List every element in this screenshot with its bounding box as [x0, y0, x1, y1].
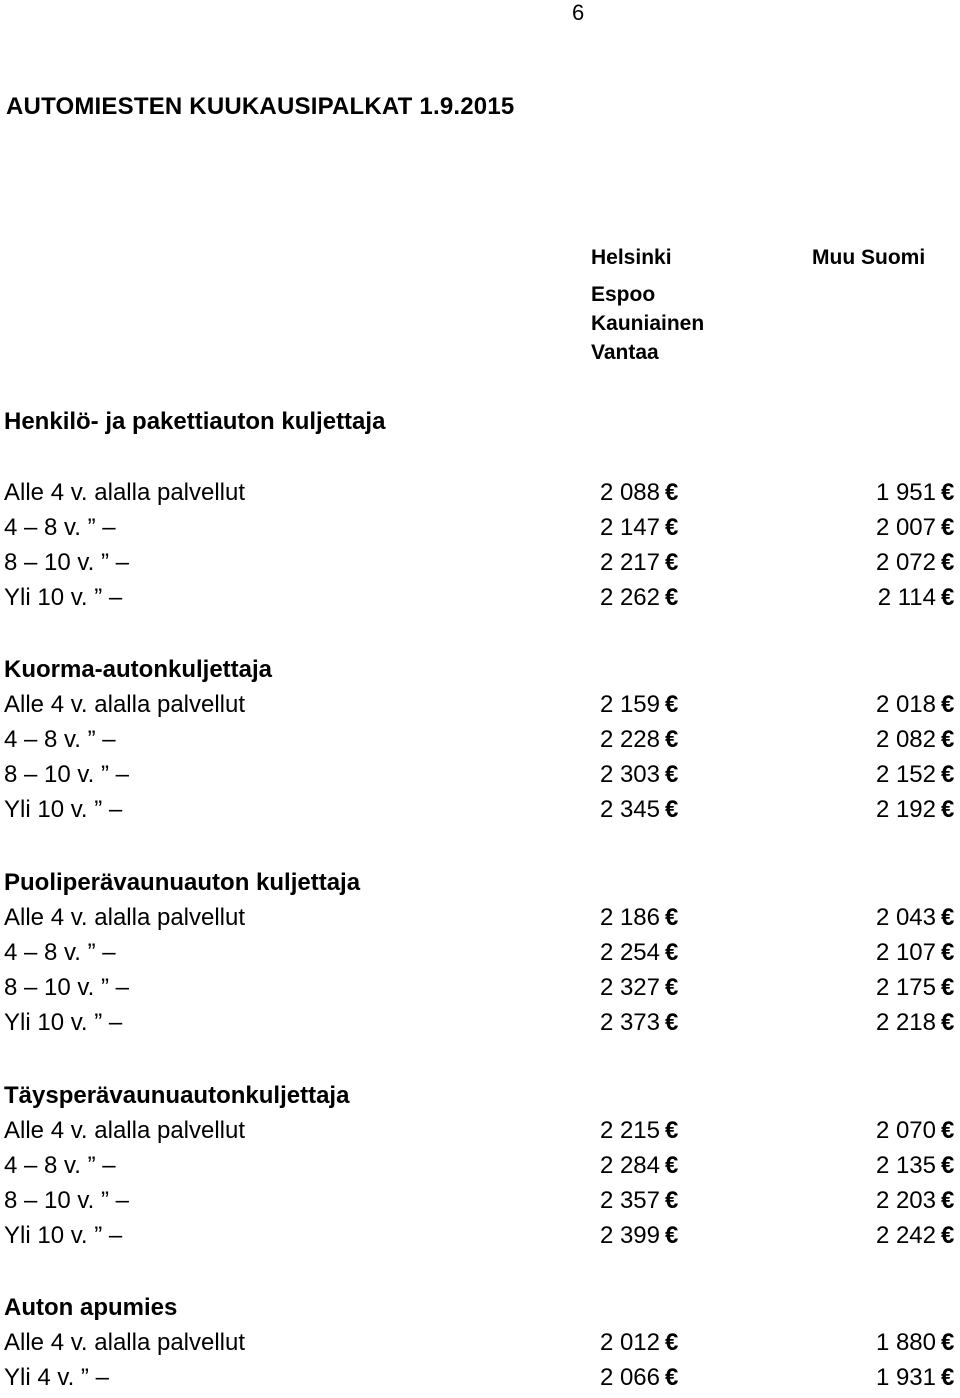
salary-helsinki-region: 2 373: [599, 1009, 660, 1036]
section-heading: Täysperävaunuautonkuljettaja: [4, 1082, 350, 1109]
table-row: [0, 1328, 960, 1363]
salary-muu-suomi: 2 007: [875, 514, 936, 541]
euro-icon: €: [665, 904, 679, 931]
salary-muu-suomi: 2 152: [875, 761, 936, 788]
euro-icon: €: [941, 761, 955, 788]
salary-muu-suomi: 1 880: [875, 1329, 936, 1356]
table-row: [0, 1221, 960, 1256]
salary-muu-suomi: 1 931: [875, 1364, 936, 1391]
salary-muu-suomi: 2 218: [875, 1009, 936, 1036]
table-row: [0, 973, 960, 1008]
euro-icon: €: [665, 479, 679, 506]
euro-icon: €: [941, 514, 955, 541]
salary-muu-suomi: 2 107: [875, 939, 936, 966]
row-label: Yli 10 v. ” –: [4, 1009, 123, 1036]
euro-icon: €: [665, 549, 679, 576]
row-label: 8 – 10 v. ” –: [4, 549, 129, 576]
salary-helsinki-region: 2 012: [599, 1329, 660, 1356]
euro-icon: €: [941, 691, 955, 718]
euro-icon: €: [941, 726, 955, 753]
row-label: 8 – 10 v. ” –: [4, 974, 129, 1001]
row-label: Yli 10 v. ” –: [4, 584, 123, 611]
salary-helsinki-region: 2 284: [599, 1152, 660, 1179]
salary-muu-suomi: 2 043: [875, 904, 936, 931]
euro-icon: €: [941, 1329, 955, 1356]
row-label: Yli 10 v. ” –: [4, 796, 123, 823]
euro-icon: €: [665, 726, 679, 753]
table-row: [0, 478, 960, 513]
table-row: [0, 548, 960, 583]
euro-icon: €: [941, 1222, 955, 1249]
euro-icon: €: [665, 1117, 679, 1144]
table-row: [0, 583, 960, 618]
salary-helsinki-region: 2 186: [599, 904, 660, 931]
salary-helsinki-region: 2 088: [599, 479, 660, 506]
row-label: 8 – 10 v. ” –: [4, 1187, 129, 1214]
euro-icon: €: [665, 1152, 679, 1179]
euro-icon: €: [665, 1222, 679, 1249]
row-label: Alle 4 v. alalla palvellut: [4, 691, 246, 718]
euro-icon: €: [941, 939, 955, 966]
table-row: [0, 690, 960, 725]
euro-icon: €: [941, 1364, 955, 1391]
row-label: Yli 10 v. ” –: [4, 1222, 123, 1249]
euro-icon: €: [665, 584, 679, 611]
salary-muu-suomi: 2 082: [875, 726, 936, 753]
euro-icon: €: [941, 584, 955, 611]
row-label: 4 – 8 v. ” –: [4, 939, 116, 966]
row-label: Alle 4 v. alalla palvellut: [4, 904, 246, 931]
section-heading: Henkilö- ja pakettiauton kuljettaja: [4, 408, 386, 435]
euro-icon: €: [941, 479, 955, 506]
table-row: [0, 1186, 960, 1221]
table-row: [0, 725, 960, 760]
section-heading: Auton apumies: [4, 1294, 178, 1321]
salary-helsinki-region: 2 357: [599, 1187, 660, 1214]
euro-icon: €: [941, 549, 955, 576]
salary-helsinki-region: 2 066: [599, 1364, 660, 1391]
salary-muu-suomi: 2 070: [875, 1117, 936, 1144]
column-header-helsinki-region: [591, 243, 704, 367]
row-label: 4 – 8 v. ” –: [4, 726, 116, 753]
euro-icon: €: [665, 514, 679, 541]
euro-icon: €: [941, 904, 955, 931]
table-row: [0, 1008, 960, 1043]
euro-icon: €: [665, 939, 679, 966]
salary-muu-suomi: 1 951: [875, 479, 936, 506]
row-label: Yli 4 v. ” –: [4, 1364, 109, 1391]
column-header-line: Vantaa: [591, 341, 659, 364]
section-heading: Puoliperävaunuauton kuljettaja: [4, 869, 361, 896]
euro-icon: €: [665, 761, 679, 788]
row-label: Alle 4 v. alalla palvellut: [4, 1329, 246, 1356]
row-label: 4 – 8 v. ” –: [4, 514, 116, 541]
section-heading: Kuorma-autonkuljettaja: [4, 656, 273, 683]
euro-icon: €: [665, 974, 679, 1001]
salary-muu-suomi: 2 192: [875, 796, 936, 823]
column-header-muu-suomi: Muu Suomi: [812, 246, 926, 269]
salary-helsinki-region: 2 228: [599, 726, 660, 753]
euro-icon: €: [941, 1117, 955, 1144]
row-label: 8 – 10 v. ” –: [4, 761, 129, 788]
table-row: [0, 795, 960, 830]
salary-helsinki-region: 2 303: [599, 761, 660, 788]
euro-icon: €: [941, 1152, 955, 1179]
document-title: AUTOMIESTEN KUUKAUSIPALKAT 1.9.2015: [6, 93, 515, 120]
salary-helsinki-region: 2 147: [599, 514, 660, 541]
salary-muu-suomi: 2 242: [875, 1222, 936, 1249]
euro-icon: €: [665, 1364, 679, 1391]
euro-icon: €: [665, 1187, 679, 1214]
euro-icon: €: [665, 796, 679, 823]
column-header-line: Helsinki: [591, 246, 672, 269]
salary-helsinki-region: 2 159: [599, 691, 660, 718]
euro-icon: €: [665, 1329, 679, 1356]
table-row: [0, 513, 960, 548]
euro-icon: €: [665, 691, 679, 718]
euro-icon: €: [941, 974, 955, 1001]
euro-icon: €: [941, 796, 955, 823]
salary-helsinki-region: 2 254: [599, 939, 660, 966]
salary-muu-suomi: 2 072: [875, 549, 936, 576]
salary-helsinki-region: 2 327: [599, 974, 660, 1001]
table-row: [0, 760, 960, 795]
euro-icon: €: [665, 1009, 679, 1036]
salary-muu-suomi: 2 018: [875, 691, 936, 718]
table-row: [0, 1151, 960, 1186]
salary-muu-suomi: 2 203: [875, 1187, 936, 1214]
salary-helsinki-region: 2 262: [599, 584, 660, 611]
salary-helsinki-region: 2 217: [599, 549, 660, 576]
table-row: [0, 1116, 960, 1151]
euro-icon: €: [941, 1009, 955, 1036]
column-header-line: Kauniainen: [591, 312, 705, 335]
salary-helsinki-region: 2 215: [599, 1117, 660, 1144]
salary-helsinki-region: 2 399: [599, 1222, 660, 1249]
row-label: Alle 4 v. alalla palvellut: [4, 1117, 246, 1144]
row-label: Alle 4 v. alalla palvellut: [4, 479, 246, 506]
euro-icon: €: [941, 1187, 955, 1214]
table-row: [0, 903, 960, 938]
table-row: [0, 938, 960, 973]
salary-muu-suomi: 2 175: [875, 974, 936, 1001]
salary-helsinki-region: 2 345: [599, 796, 660, 823]
page-number: 6: [572, 0, 585, 25]
column-header-line: Espoo: [591, 283, 656, 306]
salary-muu-suomi: 2 135: [875, 1152, 936, 1179]
salary-muu-suomi: 2 114: [877, 584, 936, 611]
row-label: 4 – 8 v. ” –: [4, 1152, 116, 1179]
